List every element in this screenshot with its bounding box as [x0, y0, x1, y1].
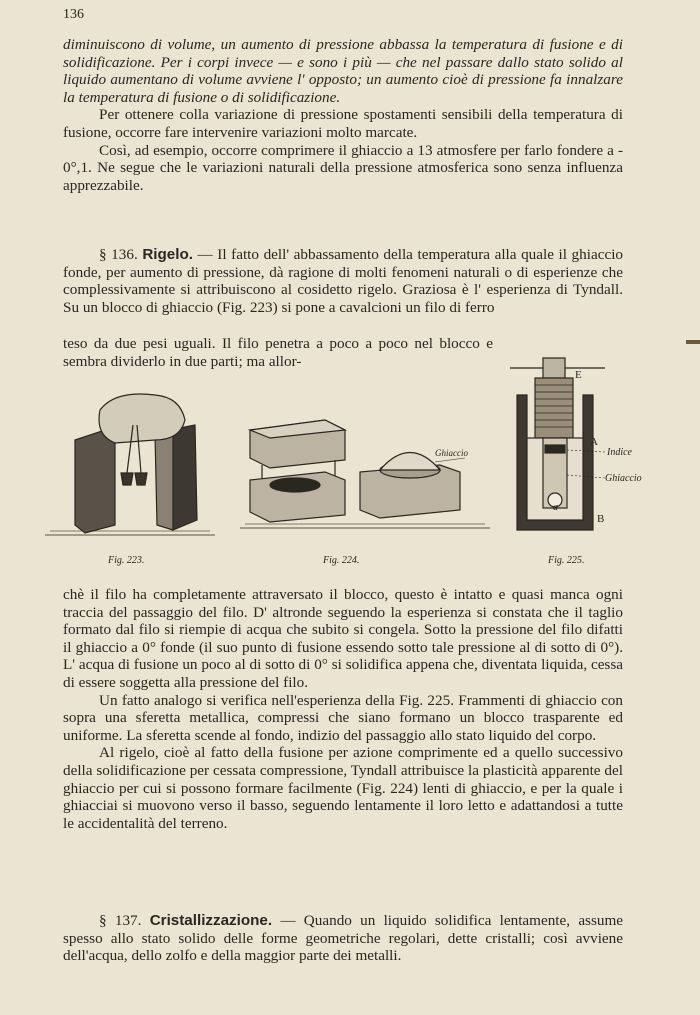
figure-223: [45, 385, 215, 545]
figure-225-caption: Fig. 225.: [548, 555, 585, 566]
figure-225-label-ghiaccio: Ghiaccio: [605, 473, 642, 484]
intro-text-block: [63, 36, 623, 194]
page-number: 136: [63, 7, 84, 22]
paragraph-continued: chè il filo ha completamente attraversato il blocco, questo è intatto e quasi manca ogni traccia del passaggio del filo. D' altronde seguendo la esperienza si constata che il taglio formato dal filo si riempie di acqua che subito si congela. Sotto la pressione del filo difatti il ghiaccio a 0° fonde (il suo punto di fusione essendo sotto tale pressione al di sotto di 0°). L' acqua di fusione un poco al di sotto di 0° si solidifica appena che, diventata liquida, cessa di essere soggetta alla pressione del filo.: [63, 586, 623, 691]
figure-225: [505, 350, 650, 550]
paragraph-rigelo: Al rigelo, cioè al fatto della fusione per azione comprimente ed a quello successivo della solidificazione per cessata compressione, Tyndall attribuisce la plasticità apparente del ghiaccio per cui si possono formare facilmente (Fig. 224) lenti di ghiaccio, e per la quale i ghiacciai si muovono verso il basso, seguendo lentamente il loro letto e adattandosi a tutte le accidentalità del terreno.: [63, 744, 623, 832]
figure-225-label-a: A: [590, 436, 598, 448]
section-137: [63, 912, 623, 965]
figure-225-label-indice: Indice: [607, 447, 632, 458]
figure-224-caption: Fig. 224.: [323, 555, 360, 566]
paragraph-example: Così, ad esempio, occorre comprimere il ghiaccio a 13 atmosfere per farlo fondere a - 0°,1. Ne segue che le variazioni naturali della pressione atmosferica sono senza influenza apprezzabile.: [63, 141, 623, 194]
page-edge-mark: [686, 340, 700, 344]
figure-225-label-e: E: [575, 369, 582, 381]
section-136-paragraph: — Il fatto dell' abbassamento della temperatura alla quale il ghiaccio fonde, per aumento di pressione, dà ragione di molti fenomeni naturali o di esperienze che complessivamente si attribuiscono al cosidetto rigelo. Graziosa è l' esperienza di Tyndall. Su un blocco di ghiaccio (Fig. 223) si pone a cavalcioni un filo di ferro: [63, 246, 624, 316]
section-136-title: Rigelo.: [142, 246, 193, 263]
section-136: [63, 246, 623, 316]
section-137-paragraph: — Quando un liquido solidifica lentamente, assume spesso allo stato solido delle forme geometriche regolari, dette cristalli; così avviene dell'acqua, dello zolfo e della maggior parte dei metalli.: [63, 912, 624, 965]
section-136-intro: [63, 246, 623, 316]
figure-224-label-ghiaccio: Ghiaccio: [435, 448, 468, 458]
section-136-continued: [63, 586, 623, 832]
italic-paragraph: diminuiscono di volume, un aumento di pressione abbassa la temperatura di fusione e di solidificazione. Per i corpi invece — e sono i più — che nel passare dallo stato solido al liquido aumentano di volume avviene l' opposto; un aumento cioè di pressione fa innalzare la temperatura di fusione o di solidificazione.: [63, 36, 623, 106]
section-136-narrow-text: [63, 335, 493, 370]
figure-224: [240, 410, 490, 540]
section-137-title: Cristallizzazione.: [149, 912, 273, 929]
section-137-number: § 137.: [99, 912, 142, 929]
paragraph-fig225: Un fatto analogo si verifica nell'esperienza della Fig. 225. Frammenti di ghiaccio con sopra una sferetta metallica, compressi che siano formano un blocco trasparente ed uniforme. La sferetta scende al fondo, indizio del passaggio allo stato liquido del corpo.: [63, 691, 623, 744]
section-137-paragraph-wrap: [63, 912, 623, 965]
figure-225-label-small-a: a: [553, 502, 558, 513]
figure-223-caption: Fig. 223.: [108, 555, 145, 566]
figure-225-label-b: B: [597, 513, 605, 525]
section-136-number: § 136.: [99, 246, 138, 263]
section-136-narrow-paragraph: teso da due pesi uguali. Il filo penetra a poco a poco nel blocco e sembra dividerlo in due parti; ma allor-: [63, 335, 493, 370]
paragraph-pressure: Per ottenere colla variazione di pressione spostamenti sensibili della temperatura di fusione, occorre fare intervenire variazioni molto marcate.: [63, 106, 623, 141]
